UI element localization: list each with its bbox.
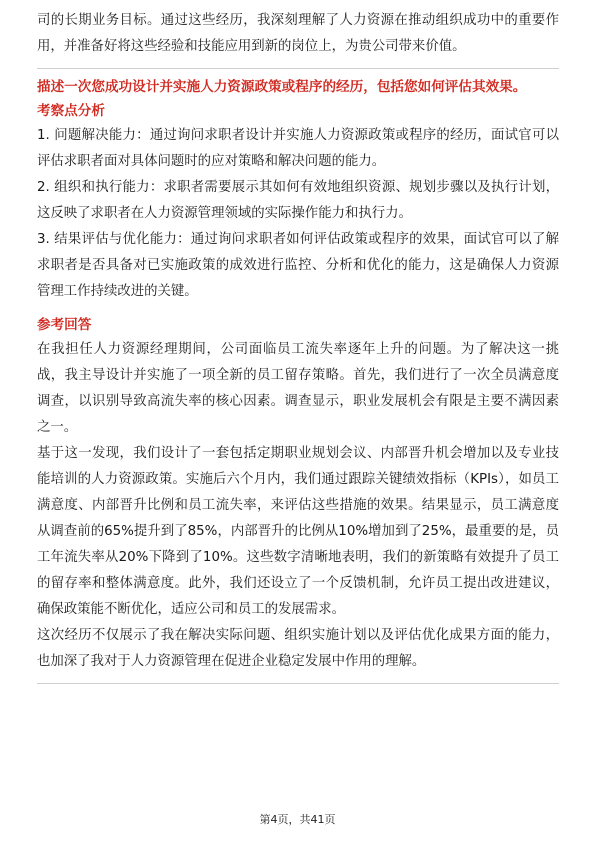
bottom-divider (37, 683, 559, 684)
analysis-point: 2. 组织和执行能力：求职者需要展示其如何有效地组织资源、规划步骤以及执行计划，这反映了求职者在人力资源管理领域的实际操作能力和执行力。 (37, 180, 559, 221)
answer-paragraph: 这次经历不仅展示了我在解决实际问题、组织实施计划以及评估优化成果方面的能力，也加深了我对于人力资源管理在促进企业稳定发展中作用的理解。 (37, 628, 559, 669)
intro-paragraph: 司的长期业务目标。通过这些经历，我深刻理解了人力资源在推动组织成功中的重要作用，并准备好将这些经验和技能应用到新的岗位上，为贵公司带来价值。 (37, 13, 559, 54)
question-heading: 描述一次您成功设计并实施人力资源政策或程序的经历，包括您如何评估其效果。 (37, 79, 527, 95)
analysis-point: 1. 问题解决能力：通过询问求职者设计并实施人力资源政策或程序的经历，面试官可以评估求职者面对具体问题时的应对策略和解决问题的能力。 (37, 128, 559, 169)
document-page (37, 0, 559, 690)
answer-paragraph: 在我担任人力资源经理期间，公司面临员工流失率逐年上升的问题。为了解决这一挑战，我主导设计并实施了一项全新的员工留存策略。首先，我们进行了一次全员满意度调查，以识别导致高流失率的核心因素。调查显示，职业发展机会有限是主要不满因素之一。 (37, 342, 559, 435)
answer-paragraph: 基于这一发现，我们设计了一套包括定期职业规划会议、内部晋升机会增加以及专业技能培训的人力资源政策。实施后六个月内，我们通过跟踪关键绩效指标（KPIs），如员工满意度、内部晋升比例和员工流失率，来评估这些措施的效果。结果显示，员工满意度从调查前的65%提升到了85%，内部晋升的比例从10%增加到了25%，最重要的是，员工年流失率从20%下降到了10%。这些数字清晰地表明，我们的新策略有效提升了员工的留存率和整体满意度。此外，我们还设立了一个反馈机制，允许员工提出改进建议，确保政策能不断优化，适应公司和员工的发展需求。 (37, 446, 559, 617)
answer-title: 参考回答 (37, 317, 92, 333)
analysis-title: 考察点分析 (37, 103, 105, 119)
page-number: 第4页，共41页 (259, 813, 336, 826)
divider (37, 68, 559, 69)
analysis-point: 3. 结果评估与优化能力：通过询问求职者如何评估政策或程序的效果，面试官可以了解求职者是否具备对已实施政策的成效进行监控、分析和优化的能力，这是确保人力资源管理工作持续改进的关键。 (37, 232, 559, 299)
